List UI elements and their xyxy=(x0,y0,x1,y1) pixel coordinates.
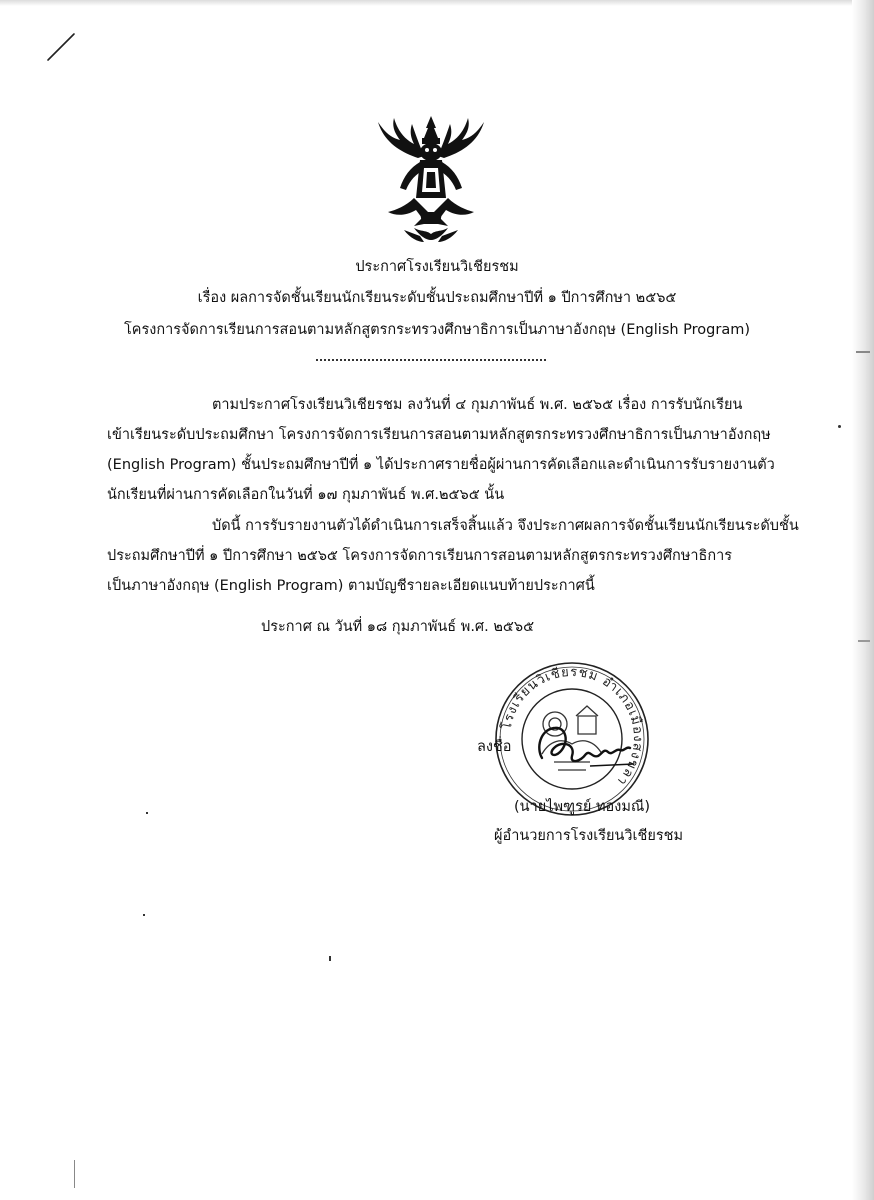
seal-text: โรงเรียนวิเชียรชม อำเภอเมืองสงขลา xyxy=(499,664,646,789)
announcement-project: โครงการจัดการเรียนการสอนตามหลักสูตรกระทรวงศึกษาธิการเป็นภาษาอังกฤษ (English Program) xyxy=(123,322,751,338)
paragraph1-line: (English Program) ชั้นประถมศึกษาปีที่ ๑ ได้ประกาศรายชื่อผู้ผ่านการคัดเลือกและดำเนินการรับรายงานตัว xyxy=(107,457,775,473)
signer-name: (นายไพฑูรย์ ทองมณี) xyxy=(514,799,651,815)
announcement-subject: เรื่อง ผลการจัดชั้นเรียนนักเรียนระดับชั้นประถมศึกษาปีที่ ๑ ปีการศึกษา ๒๕๖๕ xyxy=(197,290,677,306)
paragraph1-line: เข้าเรียนระดับประถมศึกษา โครงการจัดการเรียนการสอนตามหลักสูตรกระทรวงศึกษาธิการเป็นภาษาอังกฤษ xyxy=(107,427,771,443)
announce-date: ประกาศ ณ วันที่ ๑๘ กุมภาพันธ์ พ.ศ. ๒๕๖๕ xyxy=(261,619,535,635)
paragraph2-line: บัดนี้ การรับรายงานตัวได้ดำเนินการเสร็จสิ้นแล้ว จึงประกาศผลการจัดชั้นเรียนนักเรียนระดับชั้น xyxy=(212,518,799,534)
scan-speck xyxy=(143,914,145,916)
garuda-emblem-icon xyxy=(370,112,492,244)
signature-label: ลงชื่อ xyxy=(477,739,512,755)
dotted-separator xyxy=(316,359,546,361)
paragraph2-line: ประถมศึกษาปีที่ ๑ ปีการศึกษา ๒๕๖๕ โครงการจัดการเรียนการสอนตามหลักสูตรกระทรวงศึกษาธิการ xyxy=(107,548,733,564)
scan-speck xyxy=(146,812,148,814)
scan-speck xyxy=(856,351,870,353)
scan-right-edge xyxy=(852,0,874,1200)
scan-top-edge xyxy=(0,0,874,6)
signer-position: ผู้อำนวยการโรงเรียนวิเชียรชม xyxy=(494,828,684,844)
paragraph1-line: ตามประกาศโรงเรียนวิเชียรชม ลงวันที่ ๔ กุมภาพันธ์ พ.ศ. ๒๕๖๕ เรื่อง การรับนักเรียน xyxy=(212,397,743,413)
scan-speck xyxy=(74,1160,75,1188)
scan-speck xyxy=(329,956,331,961)
signature-mark xyxy=(530,718,650,778)
paragraph2-line: เป็นภาษาอังกฤษ (English Program) ตามบัญชีรายละเอียดแนบท้ายประกาศนี้ xyxy=(107,578,595,594)
pen-stroke-mark xyxy=(44,30,78,64)
paragraph1-line: นักเรียนที่ผ่านการคัดเลือกในวันที่ ๑๗ กุมภาพันธ์ พ.ศ.๒๕๖๕ นั้น xyxy=(107,487,505,503)
scan-speck xyxy=(858,640,870,642)
announcement-title: ประกาศโรงเรียนวิเชียรชม xyxy=(355,259,519,275)
scan-speck xyxy=(838,425,841,428)
